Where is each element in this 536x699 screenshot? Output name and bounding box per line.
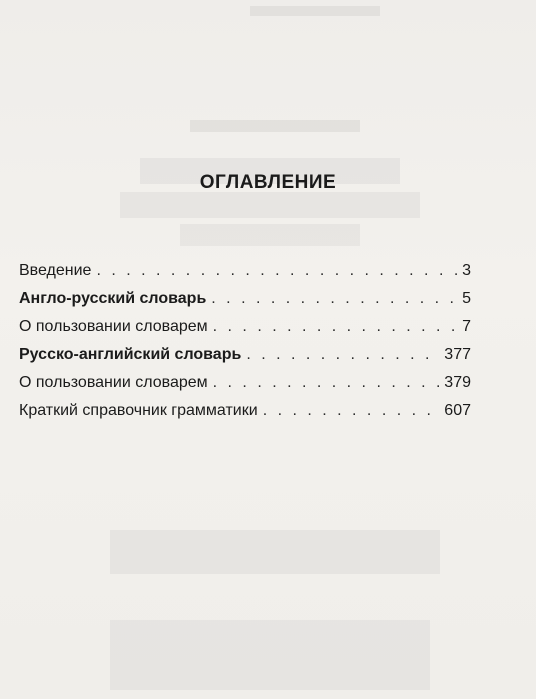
toc-entry-page: 607 bbox=[444, 402, 471, 419]
toc-dot-leader bbox=[211, 290, 457, 308]
toc-entry-label: Краткий справочник грамматики bbox=[19, 402, 258, 419]
table-of-contents bbox=[19, 262, 471, 430]
toc-dot-leader bbox=[213, 318, 457, 336]
toc-entry bbox=[19, 290, 471, 318]
toc-entry bbox=[19, 374, 471, 402]
toc-entry bbox=[19, 262, 471, 290]
toc-entry-page: 7 bbox=[462, 318, 471, 335]
toc-entry-page: 377 bbox=[444, 346, 471, 363]
show-through-texture bbox=[110, 620, 430, 690]
page-title: ОГЛАВЛЕНИЕ bbox=[199, 172, 337, 193]
toc-dot-leader bbox=[246, 346, 439, 364]
show-through-texture bbox=[250, 6, 380, 16]
toc-entry bbox=[19, 402, 471, 430]
show-through-texture bbox=[110, 530, 440, 574]
toc-entry-page: 3 bbox=[462, 262, 471, 279]
toc-entry-label: Введение bbox=[19, 262, 92, 279]
toc-entry-label: О пользовании словарем bbox=[19, 374, 208, 391]
show-through-texture bbox=[190, 120, 360, 132]
toc-entry-page: 5 bbox=[462, 290, 471, 307]
toc-entry bbox=[19, 318, 471, 346]
toc-dot-leader bbox=[213, 374, 440, 392]
toc-dot-leader bbox=[263, 402, 440, 420]
toc-entry-label: Англо-русский словарь bbox=[19, 290, 207, 307]
toc-dot-leader bbox=[96, 262, 457, 280]
toc-entry bbox=[19, 346, 471, 374]
toc-entry-label: Русско-английский словарь bbox=[19, 346, 242, 363]
show-through-texture bbox=[120, 192, 420, 218]
toc-entry-page: 379 bbox=[444, 374, 471, 391]
toc-entry-label: О пользовании словарем bbox=[19, 318, 208, 335]
show-through-texture bbox=[180, 224, 360, 246]
